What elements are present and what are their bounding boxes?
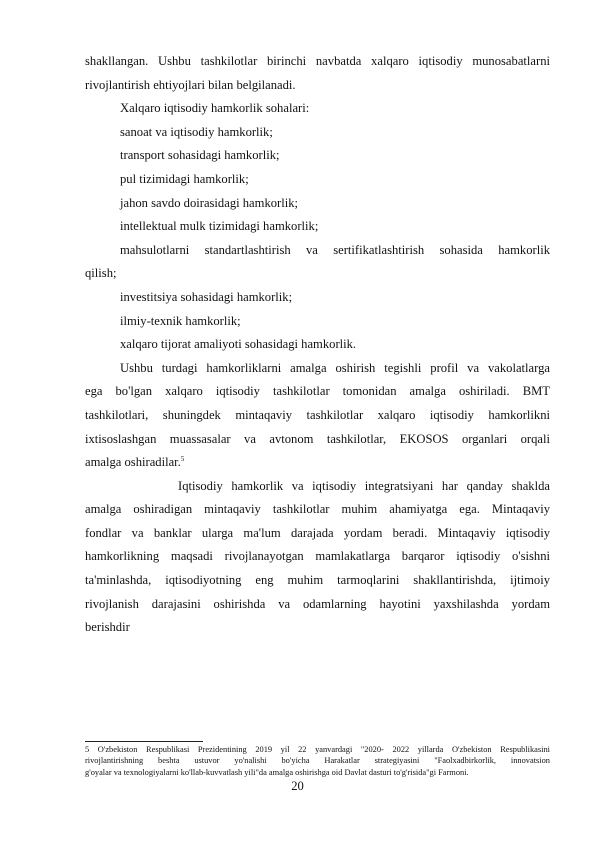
footnote bbox=[85, 744, 550, 778]
list-item: mahsulotlarni standartlashtirish va sertifikatlashtirish sohasida hamkorlik bbox=[120, 242, 550, 257]
list-item: intellektual mulk tizimidagi hamkorlik; bbox=[120, 219, 319, 234]
page-number: 20 bbox=[291, 779, 304, 793]
text-line: rivojlantirish ehtiyojlari bilan belgilanadi. bbox=[85, 77, 296, 92]
list-item: investitsiya sohasidagi hamkorlik; bbox=[120, 289, 293, 304]
text-line: shakllangan. Ushbu tashkilotlar birinchi navbatda xalqaro iqtisodiy munosabatlarni bbox=[85, 54, 550, 68]
text-line: amalga oshiradilar. bbox=[85, 455, 181, 470]
list-item: transport sohasidagi hamkorlik; bbox=[120, 148, 280, 163]
document-body bbox=[85, 50, 550, 640]
text-line: Iqtisodiy hamkorlik va iqtisodiy integratsiyani har qanday shaklda bbox=[178, 478, 550, 493]
text-line: ta'minlashda, iqtisodiyotning eng muhim tarmoqlarini shakllantirishda, ijtimoiy bbox=[85, 573, 550, 588]
list-item: sanoat va iqtisodiy hamkorlik; bbox=[120, 124, 273, 139]
list-item: jahon savdo doirasidagi hamkorlik; bbox=[120, 195, 299, 210]
text-line: berishdir bbox=[85, 620, 130, 635]
text-line: Xalqaro iqtisodiy hamkorlik sohalari: bbox=[120, 101, 310, 116]
text-line: hamkorlikning maqsadi rivojlanayotgan mamlakatlarga barqaror iqtisodiy o'sishni bbox=[85, 549, 550, 564]
footnote-line: g'oyalar va texnologiyalarni ko'llab-kuvvatlash yili"da amalga oshirishga oid Davlat dasturi to'g'risida"gi Farmoni. bbox=[85, 767, 469, 777]
text-line: fondlar va banklar ularga ma'lum darajada yordam beradi. Mintaqaviy iqtisodiy bbox=[85, 525, 550, 540]
list-item: pul tizimidagi hamkorlik; bbox=[120, 171, 249, 186]
list-item: xalqaro tijorat amaliyoti sohasidagi hamkorlik. bbox=[120, 337, 357, 352]
text-line: rivojlanish darajasini oshirishda va odamlarning hayotini yaxshilashda yordam bbox=[85, 596, 550, 611]
text-line: Ushbu turdagi hamkorliklarni amalga oshirish tegishli profil va vakolatlarga bbox=[120, 360, 550, 375]
text-line: amalga oshiradigan mintaqaviy tashkilotlar muhim ahamiyatga ega. Mintaqaviy bbox=[85, 502, 550, 517]
footnote-line: 5 O'zbekiston Respublikasi Prezidentining 2019 yil 22 yanvardagi "2020- 2022 yillarda O'zbekiston Respublikasini bbox=[85, 745, 550, 754]
footnote-divider bbox=[85, 741, 203, 742]
text-line-with-footnote bbox=[85, 451, 550, 475]
list-item-continuation: qilish; bbox=[85, 266, 117, 281]
text-line: ega bo'lgan xalqaro iqtisodiy tashkilotlar tomonidan amalga oshiriladi. BMT bbox=[85, 384, 550, 399]
footnote-line: rivojlantirishning beshta ustuvor yo'nalishi bo'yicha Harakatlar strategiyasini "Faolxadbirkorlik, innovatsion bbox=[85, 756, 550, 766]
footnote-ref: 5 bbox=[180, 454, 185, 463]
text-line: ixtisoslashgan muassasalar va avtonom tashkilotlar, EKOSOS organlari orqali bbox=[85, 431, 550, 446]
text-line: tashkilotlari, shuningdek mintaqaviy tashkilotlar xalqaro iqtisodiy hamkorlikni bbox=[85, 407, 550, 422]
list-item: ilmiy-texnik hamkorlik; bbox=[120, 313, 241, 328]
